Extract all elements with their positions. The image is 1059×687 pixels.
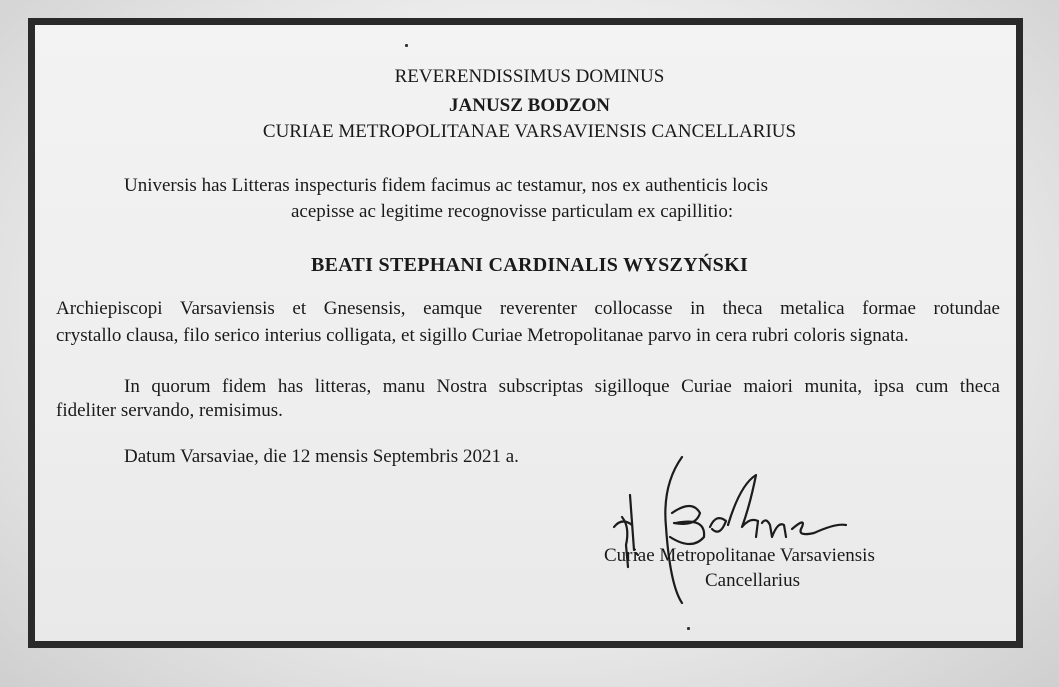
heading-name: JANUSZ BODZON (449, 95, 610, 116)
paragraph1-line2: acepisse ac legitime recognovisse particulam ex capillitio: (291, 201, 734, 222)
date-line: Datum Varsaviae, die 12 mensis Septembris 2021 a. (124, 446, 519, 467)
paragraph3-line2: fideliter servando, remisimus. (56, 400, 283, 421)
heading-reverendissimus: REVERENDISSIMUS DOMINUS (394, 66, 665, 87)
beatus-name: BEATI STEPHANI CARDINALIS WYSZYŃSKI (310, 254, 749, 276)
paragraph2-line1: Archiepiscopi Varsaviensis et Gnesensis, eamque reverenter collocasse in theca metalica formae rotundae (56, 298, 1000, 319)
signatory-line1: Curiae Metropolitanae Varsaviensis (604, 545, 875, 566)
scan-speck (687, 627, 690, 630)
signatory-line2: Cancellarius (705, 570, 800, 591)
paragraph2-line2: crystallo clausa, filo serico interius colligata, et sigillo Curiae Metropolitanae parvo in cera rubri coloris signata. (56, 325, 909, 346)
paragraph3-line1: In quorum fidem has litteras, manu Nostra subscriptas sigilloque Curiae maiori munita, ipsa cum theca (124, 376, 1000, 397)
scan-speck (405, 44, 408, 47)
paragraph1-line1: Universis has Litteras inspecturis fidem facimus ac testamur, nos ex authenticis locis (124, 175, 769, 196)
heading-title: CURIAE METROPOLITANAE VARSAVIENSIS CANCELLARIUS (262, 121, 797, 142)
